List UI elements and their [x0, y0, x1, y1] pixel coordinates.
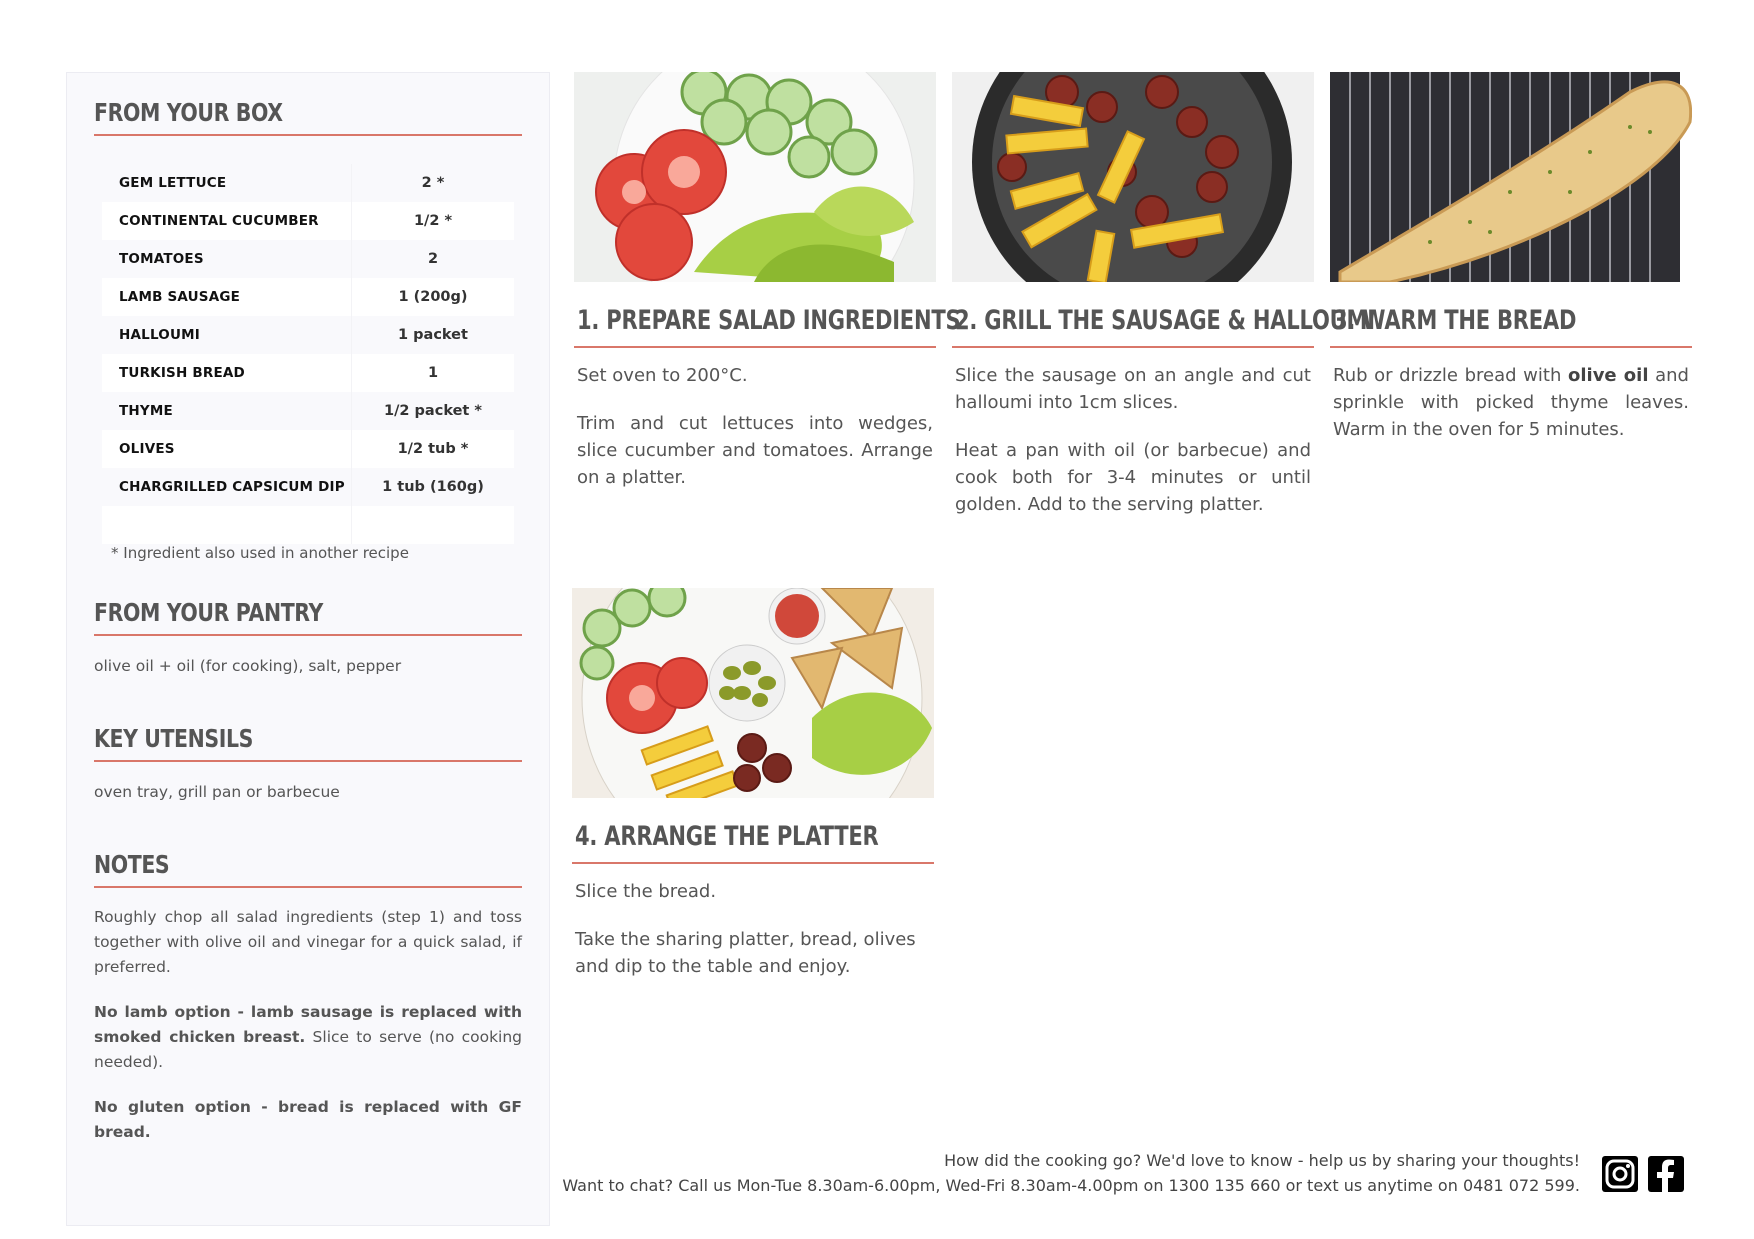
ingredient-qty: 1 (200g): [352, 278, 515, 316]
table-row: [102, 164, 514, 202]
table-row: [102, 354, 514, 392]
ingredient-qty: 1/2 tub *: [352, 430, 515, 468]
heading-rule: [94, 886, 522, 888]
ingredient-qty: [352, 506, 515, 544]
no-gluten-option: No gluten option - bread is replaced with GF bread.: [94, 1098, 522, 1141]
ingredient-name: CHARGRILLED CAPSICUM DIP: [119, 479, 345, 495]
instagram-icon[interactable]: [1602, 1156, 1638, 1192]
pantry-text: olive oil + oil (for cooking), salt, pepper: [94, 657, 402, 675]
ingredient-qty: 2 *: [352, 164, 515, 202]
ingredient-name: [102, 506, 352, 544]
olive-oil-bold: olive oil: [1567, 365, 1649, 386]
ingredient-name: GEM LETTUCE: [119, 175, 227, 191]
table-row: [102, 202, 514, 240]
grill-pan-photo: [952, 72, 1314, 282]
feedback-line: How did the cooking go? We'd love to know - help us by sharing your thoughts!: [944, 1151, 1580, 1170]
step-text-part: and sprinkle with picked thyme leaves. Warm in the oven for 5 minutes.: [1333, 365, 1689, 440]
step-rule: [1330, 346, 1692, 348]
step-text: Set oven to 200°C.: [577, 365, 748, 386]
step-title: 1. PREPARE SALAD INGREDIENTS: [577, 305, 961, 336]
ingredient-qty: 2: [352, 240, 515, 278]
notes-paragraph: [94, 1000, 522, 1075]
ingredient-name: OLIVES: [102, 430, 352, 468]
no-lamb-option: No lamb option - lamb sausage is replaced with smoked chicken breast.: [94, 1003, 522, 1046]
utensils-text: oven tray, grill pan or barbecue: [94, 783, 340, 801]
step-text: [1333, 362, 1689, 443]
notes-body: [94, 905, 522, 1165]
step-body: [1333, 362, 1689, 464]
notes-heading: NOTES: [94, 850, 170, 879]
step-text: Take the sharing platter, bread, olives and dip to the table and enjoy.: [575, 929, 916, 977]
sharing-platter-photo: [572, 588, 934, 798]
heading-rule: [94, 760, 522, 762]
step-text: Trim and cut lettuces into wedges, slice cucumber and tomatoes. Arrange on a platter.: [577, 413, 933, 488]
step-text: Slice the bread.: [575, 881, 717, 902]
table-row: [102, 506, 514, 544]
step-text: Heat a pan with oil (or barbecue) and cook both for 3-4 minutes or until golden. Add to the serving platter.: [955, 440, 1311, 515]
step-body: [955, 362, 1311, 539]
step-body: [577, 362, 933, 512]
ingredient-qty: 1: [352, 354, 515, 392]
table-row: [102, 430, 514, 468]
step-text-part: Rub or drizzle bread with: [1333, 365, 1568, 386]
step-title: 2. GRILL THE SAUSAGE & HALLOUMI: [955, 305, 1375, 336]
step-title: 4. ARRANGE THE PLATTER: [575, 821, 879, 852]
step-rule: [572, 862, 934, 864]
ingredient-name: HALLOUMI: [119, 327, 200, 343]
ingredient-qty: 1/2 packet *: [352, 392, 515, 430]
ingredient-name: CONTINENTAL CUCUMBER: [102, 202, 352, 240]
bread-on-rack-photo: [1330, 72, 1692, 282]
ingredient-qty: 1/2 *: [352, 202, 515, 240]
table-row: [102, 468, 514, 506]
facebook-icon[interactable]: [1648, 1156, 1684, 1192]
contact-line: Want to chat? Call us Mon-Tue 8.30am-6.00pm, Wed-Fri 8.30am-4.00pm on 1300 135 660 or text us anytime on 0481 072 599.: [562, 1176, 1580, 1195]
ingredient-qty: 1 tub (160g): [352, 468, 515, 506]
heading-rule: [94, 134, 522, 136]
heading-rule: [94, 634, 522, 636]
key-utensils-heading: KEY UTENSILS: [94, 724, 253, 753]
ingredient-footnote: * Ingredient also used in another recipe: [111, 544, 409, 562]
table-row: [102, 278, 514, 316]
notes-paragraph: [94, 1095, 522, 1145]
ingredient-name: TURKISH BREAD: [102, 354, 352, 392]
step-title: 3. WARM THE BREAD: [1333, 305, 1577, 336]
table-row: [102, 240, 514, 278]
ingredients-table: [102, 164, 514, 544]
step-text: Slice the sausage on an angle and cut halloumi into 1cm slices.: [955, 365, 1311, 413]
table-row: [102, 392, 514, 430]
ingredient-name: THYME: [119, 403, 173, 419]
notes-paragraph: Roughly chop all salad ingredients (step 1) and toss together with olive oil and vinegar for a quick salad, if preferred.: [94, 908, 522, 976]
ingredient-name: TOMATOES: [119, 251, 204, 267]
table-row: [102, 316, 514, 354]
step-rule: [574, 346, 936, 348]
ingredient-name: LAMB SAUSAGE: [102, 278, 352, 316]
salad-ingredients-photo: [574, 72, 936, 282]
from-your-box-heading: FROM YOUR BOX: [94, 98, 283, 127]
ingredient-qty: 1 packet: [352, 316, 515, 354]
notes-text: Slice to serve (no cooking needed).: [94, 1028, 523, 1071]
step-rule: [952, 346, 1314, 348]
from-your-pantry-heading: FROM YOUR PANTRY: [94, 598, 323, 627]
ingredients-sidebar: [66, 72, 550, 1226]
step-body: [575, 878, 931, 1001]
